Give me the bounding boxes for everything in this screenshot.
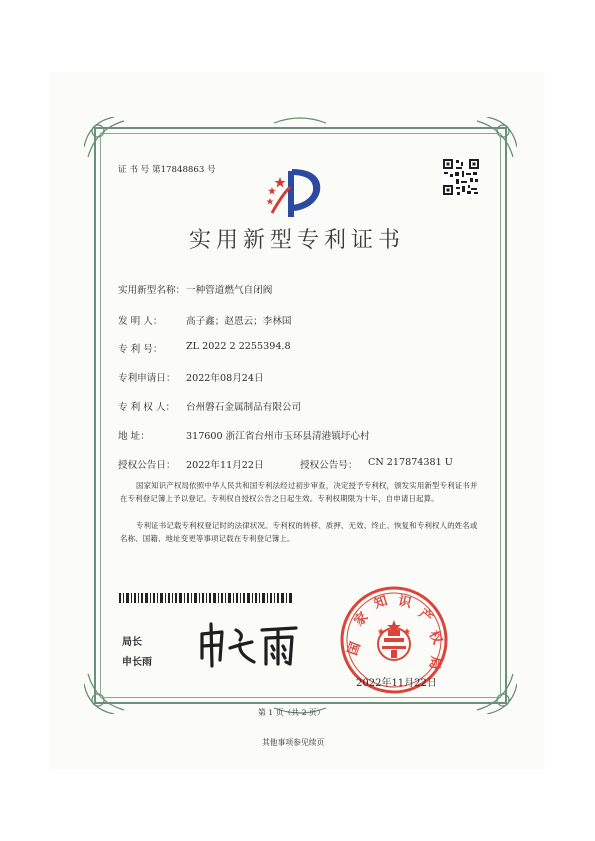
svg-text:产: 产 <box>415 606 436 627</box>
field-inventor-value: 高子鑫；赵恩云；李林国 <box>186 316 292 327</box>
svg-text:识: 识 <box>396 593 413 612</box>
signature-name: 申长雨 <box>122 657 152 668</box>
field-owner-value: 台州磐石金属制品有限公司 <box>186 402 302 413</box>
field-inventor-label: 发 明 人： <box>118 316 163 327</box>
svg-text:国: 国 <box>345 640 364 658</box>
field-grant-no-label: 授权公告号： <box>300 460 358 471</box>
legal-status-paragraph: 专利证书记载专利权登记时的法律状况。专利权的转移、质押、无效、终止、恢复和专利权人的姓名或名称、国籍、地址变更等事项记载在专利登记簿上。 <box>120 521 478 543</box>
certificate-title: 实用新型专利证书 <box>189 228 406 253</box>
signature-role: 局长 <box>122 637 142 648</box>
handwritten-signature <box>196 620 300 668</box>
certificate-number: 证 书 号 第17848863 号 <box>118 165 216 175</box>
qr-code <box>442 158 480 196</box>
svg-text:权: 权 <box>425 628 445 647</box>
field-filing-date-value: 2022年08月24日 <box>186 373 264 384</box>
field-owner-label: 专 利 权 人： <box>118 402 176 413</box>
field-name-value: 一种管道燃气自闭阀 <box>186 285 273 296</box>
field-name-label: 实用新型名称： <box>118 285 186 296</box>
field-filing-date-label: 专利申请日： <box>118 373 176 384</box>
svg-text:知: 知 <box>372 593 390 612</box>
svg-text:局: 局 <box>425 654 443 671</box>
field-patent-no-value: ZL 2022 2 2255394.8 <box>186 341 291 352</box>
field-address-label: 地 址： <box>118 431 150 442</box>
field-grant-date-value: 2022年11月22日 <box>186 460 264 471</box>
grant-paragraph: 国家知识产权局依照中华人民共和国专利法经过初步审查，决定授予专利权，颁发实用新型专利证书并在专利登记簿上予以登记。专利权自授权公告之日起生效。专利权期限为十年，自申请日起算。 <box>120 481 478 503</box>
footer-note: 其他事项参见续页 <box>262 738 325 747</box>
field-grant-no-value: CN 217874381 U <box>368 457 453 468</box>
barcode <box>119 593 293 603</box>
field-grant-date-label: 授权公告日： <box>118 460 176 471</box>
field-address-value: 317600 浙江省台州市玉环县清港镇圩心村 <box>186 431 370 442</box>
seal-date: 2022年11月22日 <box>356 678 437 689</box>
svg-text:家: 家 <box>351 609 372 630</box>
cnipa-logo <box>262 165 332 220</box>
field-patent-no-label: 专 利 号： <box>118 344 163 355</box>
page-indicator: 第 1 页（共 2 页） <box>258 708 325 717</box>
